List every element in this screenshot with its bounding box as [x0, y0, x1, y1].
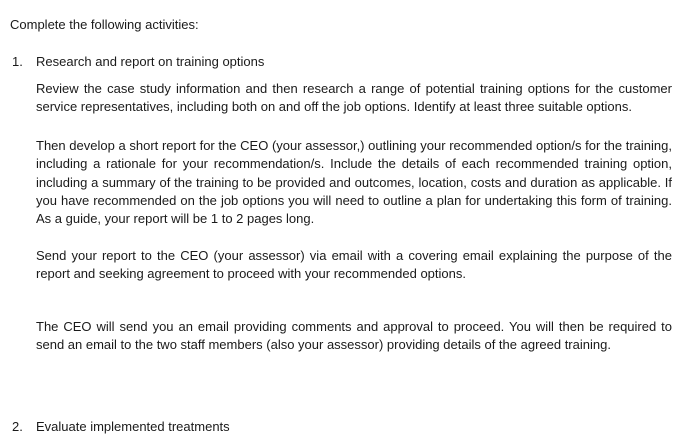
activity-1-paragraph-3: Send your report to the CEO (your assessor) via email with a covering email explaining the purpose of the report and seeking agreement to proceed with your recommended options. — [36, 248, 672, 282]
activity-1-paragraph-4: The CEO will send you an email providing comments and approval to proceed. You will then be required to send an email to the two staff members (also your assessor) providing details of the agreed training. — [36, 319, 672, 353]
activity-number: 1. — [12, 54, 23, 69]
activity-1-paragraph-1: Review the case study information and then research a range of potential training options for the customer service representatives, including both on and off the job options. Identify at least three suitable options. — [36, 81, 672, 115]
activity-title: Research and report on training options — [36, 54, 265, 69]
intro-text: Complete the following activities: — [10, 17, 199, 32]
activity-heading-2 — [12, 418, 230, 436]
activity-1-paragraph-2: Then develop a short report for the CEO (your assessor,) outlining your recommended option/s for the training, including a rationale for your recommendation/s. Include the details of each recommended training option, including a summary of the training to be provided and outcomes, location, costs and duration as applicable. If you have recommended on the job options you will need to outline a plan for undertaking this form of training. As a guide, your report will be 1 to 2 pages long. — [36, 138, 672, 227]
activity-heading-1 — [12, 53, 264, 71]
activity-number: 2. — [12, 419, 23, 434]
activity-title: Evaluate implemented treatments — [36, 419, 230, 434]
